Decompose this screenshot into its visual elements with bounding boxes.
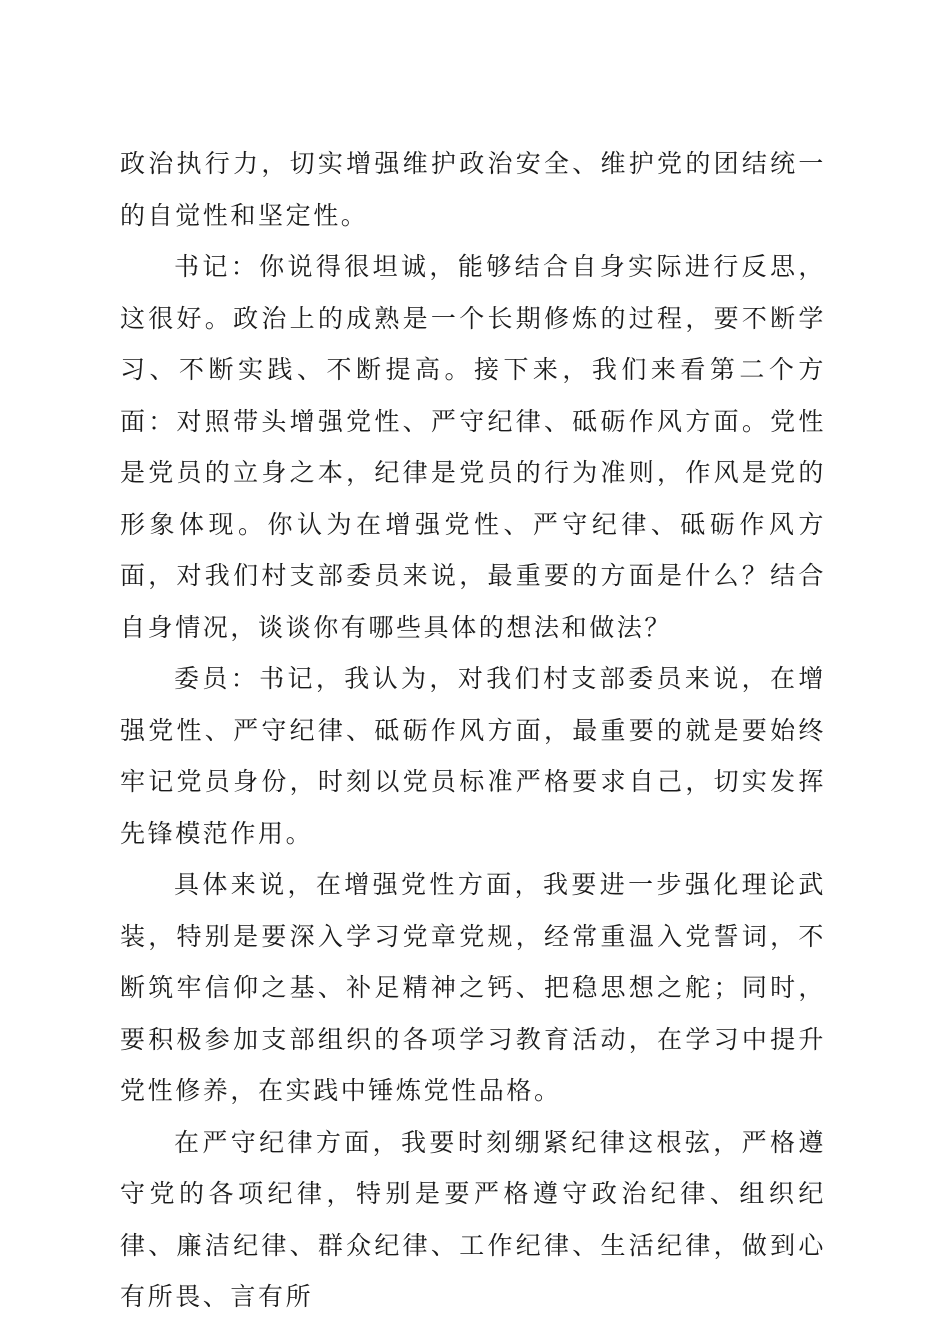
document-body — [120, 138, 826, 1323]
paragraph-2: 书记：你说得很坦诚，能够结合自身实际进行反思，这很好。政治上的成熟是一个长期修炼的过程，要不断学习、不断实践、不断提高。接下来，我们来看第二个方面：对照带头增强党性、严守纪律、砥砺作风方面。党性是党员的立身之本，纪律是党员的行为准则，作风是党的形象体现。你认为在增强党性、严守纪律、砥砺作风方面，对我们村支部委员来说，最重要的方面是什么？结合自身情况，谈谈你有哪些具体的想法和做法？ — [120, 252, 826, 642]
paragraph-5: 在严守纪律方面，我要时刻绷紧纪律这根弦，严格遵守党的各项纪律，特别是要严格遵守政治纪律、组织纪律、廉洁纪律、群众纪律、工作纪律、生活纪律，做到心有所畏、言有所 — [120, 1127, 826, 1311]
paragraph-1: 政治执行力，切实增强维护政治安全、维护党的团结统一的自觉性和坚定性。 — [120, 149, 826, 230]
paragraph-3: 委员：书记，我认为，对我们村支部委员来说，在增强党性、严守纪律、砥砺作风方面，最重要的就是要始终牢记党员身份，时刻以党员标准严格要求自己，切实发挥先锋模范作用。 — [120, 664, 826, 848]
paragraph-4: 具体来说，在增强党性方面，我要进一步强化理论武装，特别是要深入学习党章党规，经常重温入党誓词，不断筑牢信仰之基、补足精神之钙、把稳思想之舵；同时，要积极参加支部组织的各项学习教育活动，在学习中提升党性修养，在实践中锤炼党性品格。 — [120, 870, 826, 1105]
